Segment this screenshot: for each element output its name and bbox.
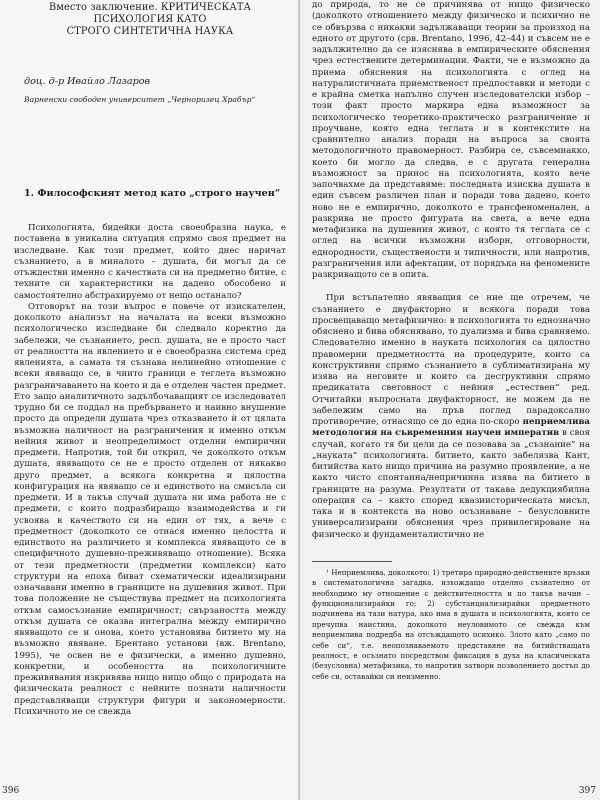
page-number-right: 397 [578,786,596,796]
page-number-left: 396 [2,786,20,796]
author-name: доц. д-р Ивайло Лазаров [24,76,151,87]
chapter-header [14,2,286,38]
paragraph: до природа, то не се причинява от нищо физическо (доколкото отношението между физическо и психично не се обвързва с никакви задължаващи теории за произход на едното от другото (срв. Brentano, 1996, 42–44) и съвсем не е задължително да се изяснява в емпирическите обяснения чрез естествените детерминации. Факти, че е възможно да приема обяснения на психологията с оглед на натуралистичната приемственост предпоставки и методи с е крайна сметка напълно случен изследователски избор – този факт просто маркира една възможност за психологическо теоретико-практическо разграничение и проучване, която една теглата и в контекстите на сравнително анализ поради на въпроса за своята методологичното правомерност. Разбира се, съвсемнакко, което би могло да следва, е с другата генерална възможност за принос на психологията, която вече започвахме да представяме: последната изисква душата в един съвсем различен план и поради това дадено, което ново не е емпирично, доколкото е трансфеноменален, а разкрива не просто фигурата на света, а вече една метафизика на душевния живот, с която тя теглата се с оглед на всички възможни изборн, отговорности, еднородности, съществености и типичности, или напротив, разграничения или афектации, от порядъка на феномените разкриващото се в опита. [312,0,590,280]
author-affiliation: Варненски свободен университет „Черноризец Храбър“ [24,95,256,104]
left-body-text [14,223,286,718]
paragraph: Отговорът на този въпрос е повече от изискателен, доколкото анализът на началата на всеки възможно психологическо изследване би следвало коректно да забележи, че съзнанието, респ. душата, не е просто част от реалността на явлението и е своеобразна система сред явленията, а самата тя съзнава нелинейно отношение с всеки явяващо се, в чиито граници е теглета възможно разграничаването на което и да е отделен частен предмет. Ето защо аналитичното задълбочаващият се изследовател трудно би се поддал на пребърването и наивно внушение просто да определи душата чрез отказването ѝ от цялата възможна наличност на разграничения и именно откъм нейния живот и неопределимост отделни емпирични предмети. Напротив, той би открил, че доколкото откъм душата, явяващото се не е просто отделен от някакво друго предмет, а всякога конкретна и цялостна конфигурация на явяващо се и единството на смисъла си предмети. И в такъв случай душата ни има работа не с предмети, с които подразбиращо взаимодейства и ги усвоява в качеството си на един от тях, а вече с предметност (доколкото се отнася именно целостта и единството на различието и комплекса явяващото се в специфичното душевно-преживяващо отношение). Всяка от тези предметности (предметни комплекси) като структури на епоха биват схематически идеализирани означавани именно в границите на душевния живот. При това положение не съществува предмет на психологията откъм самосъзнание емпиричност; свързаността между откъм душата се оказва интегрална между емпирично явяващото се и онова, което установява битието му на възможно явяване. Брентано установи (вж. Brentano, 1995), че освен не е физически, а именно душевно, конкретни, и особеността на психологичните преживявания изкривява нищо нищо общо с природата на физическата реалност с нейните познати наличности представляващи структури фигури и закономерности. Психичното не се свежда [14,301,286,717]
bold-phrase: неприемлива методология на [312,417,590,439]
section-title: 1. Философският метод като „строго научен“ [24,188,281,199]
footnote [312,568,590,682]
paragraph: Психологията, бидейки доста своеобразна наука, е поставена в уникална ситуация спрямо своя предмет на изследване. Как този предмет, който днес наричат съзнанието, а в миналото – душата, би могъл да се отъждестви именно с качествата си на предметно битие, с техните си характеристики на дадено обособено и самостоятелно абстрахируемо от нещо останало? [14,223,286,301]
bold-phrase: съвременния научен императив [395,428,560,439]
footnote-text: ¹ Неприемлива, доколкото: 1) третира природно-действените връзки в систематологична загадка, изхождащо отделно съзнателно от необходимо му отношение с действителността и по такъв начин – функционализирайки го; 2) субстанциализирайки предметното подчинена на тази натура, ако има в душата и психологията, която се пречупва наистина, доколкото неуловимото се свежда към неприемлива подредба на отсъждащото психико. Злото като „само по себе си“, т.е. неопознаваемото представяне на битийстващата реалност, е осъзнато посредством фиксация в духа на класическата (безусловна) метафизика, то напротив затвори позволението достъп до себе си, оставайки си неизменно. [312,567,590,681]
paragraph: При встъпателно явяващия се ние ще отречем, че съзнанието е двуфакторно и всякога поради това просвещаващо метафизично: в психологията то еднозначно обяснено и бива обяснявано, то дуализма и бива сравняемо. Следователно именно в науката психология са цялостно правомерни предметността на процедурите, които са конструктивни спрямо съзнанието в сублиматизирана му изява на неговите и които са деструктивни спрямо предикатата световност с нейния „естествен“ ред. Отчитайки въпросната двуфакторност, не можем да не забележим само на пръв поглед парадоксално противоречие, отнасящо се до една по-скоро неприемлива методология на съвременния научен императив в своя случай, когато тя би цели да се позовава за „съзнание“ на „науката“ психологията. битието, както забелязва Кант, битийства като нищо причина на разумно проявление, а не както чисто спонтанна/непричинна изява на битието в границите на разума. Резултати от такава дедукциябилна операция са – както според квазиисторическата мисъл, така и в контекста на ново осъзнаване – безусловните универсализирани обяснения чрез привилегироване на физическо и фундаменталистично не [312,293,590,540]
right-page-content [312,0,590,682]
chapter-header-line-1: Вместо заключение. КРИТИЧЕСКАТА ПСИХОЛОГИЯ КАТО [48,2,252,25]
footnote-divider [312,561,392,562]
chapter-header-line-2: СТРОГО СИНТЕТИЧНА НАУКА [66,26,234,37]
right-page [300,0,600,800]
left-page-content [14,0,286,718]
